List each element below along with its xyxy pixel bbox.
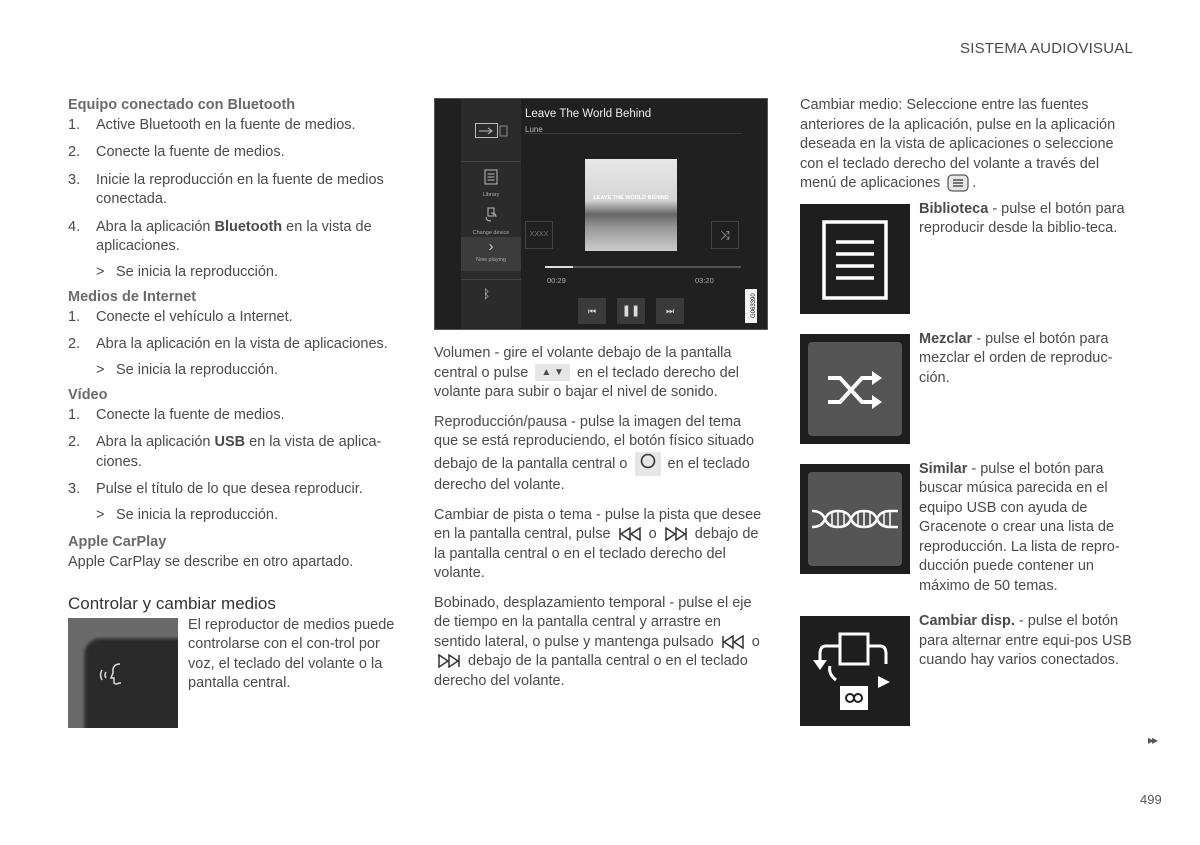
similar-button-image xyxy=(800,464,910,574)
step-number: 3. xyxy=(68,171,81,188)
skip-back-icon xyxy=(721,635,745,649)
library-nav[interactable]: Library xyxy=(461,169,521,199)
skip-forward-icon xyxy=(664,527,688,541)
change-device-nav[interactable]: Change device xyxy=(461,207,521,237)
usb-icon xyxy=(475,123,509,139)
internet-steps xyxy=(68,308,400,355)
video-steps xyxy=(68,406,400,500)
feature-title: Cambiar disp. xyxy=(919,613,1015,629)
step-number: 2. xyxy=(68,434,81,450)
volume-up-down-icon: ▲ ▼ xyxy=(535,364,570,381)
feature-library: Biblioteca - pulse el botón para reproducir desde la biblio-teca. xyxy=(800,204,1135,314)
next-track-button[interactable]: ⏭ xyxy=(656,298,684,324)
list-item xyxy=(68,308,400,328)
control-section xyxy=(68,618,400,728)
list-item xyxy=(68,143,400,163)
list-item xyxy=(68,171,400,210)
shuffle-icon xyxy=(800,334,910,444)
control-section-title: Controlar y cambiar medios xyxy=(68,594,276,613)
change-device-icon xyxy=(800,616,910,726)
list-item xyxy=(68,480,400,500)
skip-back-icon xyxy=(618,527,642,541)
step-text: Conecte la fuente de medios. xyxy=(96,144,285,160)
internet-heading: Medios de Internet xyxy=(68,289,197,305)
column-middle xyxy=(434,98,768,701)
bluetooth-result: > Se inicia la reproducción. xyxy=(96,263,279,280)
skip-forward-icon xyxy=(437,654,461,668)
bluetooth-steps xyxy=(68,116,400,257)
list-item xyxy=(68,335,400,355)
progress-track[interactable] xyxy=(545,266,741,268)
change-track-paragraph: Cambiar de pista o tema - pulse la pista que desee en la pantalla central, pulse o debajo de la pantalla central o en el teclado derecho del volante. xyxy=(434,506,762,581)
chevron-right-icon: › xyxy=(488,238,494,255)
step-text: Conecte la fuente de medios. xyxy=(96,406,285,423)
step-text: Inicie la reproducción en la fuente de medios conectada. xyxy=(96,171,384,207)
song-title: Leave The World Behind xyxy=(525,108,652,120)
bluetooth-heading: Equipo conectado con Bluetooth xyxy=(68,97,296,113)
seek-paragraph: Bobinado, desplazamiento temporal - pulse el eje de tiempo en la pantalla central y arrastre en sentido lateral, o pulse y mantenga pulsado o debajo de la pantalla central o en el teclado derecho del volante. xyxy=(434,594,760,689)
voice-control-icon xyxy=(96,660,136,690)
step-number: 3. xyxy=(68,481,81,497)
feature-shuffle: Mezclar - pulse el botón para mezclar el orden de reproduc-ción. xyxy=(800,334,1135,444)
step-number: 4. xyxy=(68,218,81,235)
step-text: Pulse el título de lo que desea reproducir. xyxy=(96,481,363,497)
step-number: 1. xyxy=(68,406,81,423)
artist-name: Lune xyxy=(525,125,543,134)
step-text: Abra la aplicación Bluetooth en la vista de aplicaciones. xyxy=(96,218,372,254)
list-item xyxy=(68,406,400,426)
figure-reference-code: G063390 xyxy=(745,289,757,323)
play-pause-button-icon xyxy=(635,452,661,477)
feature-similar: Similar - pulse el botón para buscar música parecida en el equipo USB con ayuda de Gracenote o crear una lista de reproducción. La lista de repro-ducción puede contener un máximo de 50 temas. xyxy=(800,464,1135,597)
feature-change-device: Cambiar disp. - pulse el botón para alternar entre equi-pos USB cuando hay varios conectados. xyxy=(800,616,1135,726)
carplay-heading: Apple CarPlay xyxy=(68,534,167,550)
step-text: Abra la aplicación en la vista de aplicaciones. xyxy=(96,336,388,352)
step-number: 1. xyxy=(68,308,81,325)
step-text: Conecte el vehículo a Internet. xyxy=(96,308,293,325)
carplay-text: Apple CarPlay se describe en otro apartado. xyxy=(68,553,354,570)
change-device-button-image xyxy=(800,616,910,726)
pause-button[interactable]: ❚❚ xyxy=(617,298,645,324)
change-media-paragraph: Cambiar medio: Seleccione entre las fuentes anteriores de la aplicación, pulse en la aplicación deseada en la vista de aplicaciones o seleccione con el teclado derecho del volante a través del menú de aplicaciones . xyxy=(800,97,1116,191)
step-number: 2. xyxy=(68,144,81,160)
step-text: Active Bluetooth en la fuente de medios. xyxy=(96,116,356,133)
video-heading: Vídeo xyxy=(68,387,108,403)
list-item xyxy=(68,116,400,136)
feature-title: Biblioteca xyxy=(919,200,989,217)
feature-title: Similar xyxy=(919,460,968,477)
center-display-screenshot xyxy=(434,98,768,330)
list-item xyxy=(68,218,400,257)
control-text: El reproductor de medios puede controlarse con el con-trol por voz, el teclado del volante o la pantalla central. xyxy=(188,616,395,691)
dna-icon xyxy=(800,464,910,574)
section-title: SISTEMA AUDIOVISUAL xyxy=(960,40,1134,57)
step-text: Abra la aplicación USB en la vista de aplica-ciones. xyxy=(96,434,382,470)
list-item xyxy=(68,433,400,472)
time-elapsed: 00:29 xyxy=(547,276,566,285)
library-button-image xyxy=(800,204,910,314)
shuffle-icon[interactable]: ⤨ xyxy=(711,221,739,249)
column-right xyxy=(800,96,1135,746)
internet-result: > Se inicia la reproducción. xyxy=(96,361,279,378)
step-number: 1. xyxy=(68,116,81,133)
library-icon xyxy=(800,204,910,314)
screen-sidebar xyxy=(461,99,521,329)
page-number: 499 xyxy=(1140,792,1162,807)
progress-fill xyxy=(545,266,573,268)
previous-track-button[interactable]: ⏮ xyxy=(578,298,606,324)
video-result: > Se inicia la reproducción. xyxy=(96,506,279,523)
now-playing-nav[interactable]: › Now playing xyxy=(461,237,521,271)
app-menu-icon xyxy=(947,174,969,192)
previous-album-placeholder[interactable]: XXXX xyxy=(525,221,553,249)
bluetooth-icon[interactable]: ᛒ xyxy=(483,287,491,301)
continue-arrows-icon: ▸▸ xyxy=(1148,733,1157,747)
library-icon xyxy=(484,169,498,185)
shuffle-button-image xyxy=(800,334,910,444)
volume-paragraph: Volumen - gire el volante debajo de la pantalla central o pulse ▲ ▼ en el teclado derecho del volante para subir o bajar el nivel de sonido. xyxy=(434,345,739,400)
step-number: 2. xyxy=(68,336,81,352)
feature-title: Mezclar xyxy=(919,330,973,347)
play-pause-paragraph: Reproducción/pausa - pulse la imagen del tema que se está reproduciendo, el botón físico situado debajo de la pantalla central o en el teclado derecho del volante. xyxy=(434,413,755,493)
time-total: 03:20 xyxy=(695,276,714,285)
album-art[interactable]: LEAVE THE WORLD BEHIND xyxy=(585,159,677,251)
change-device-icon xyxy=(484,207,498,223)
column-left xyxy=(68,96,400,728)
voice-button-photo xyxy=(68,618,178,728)
